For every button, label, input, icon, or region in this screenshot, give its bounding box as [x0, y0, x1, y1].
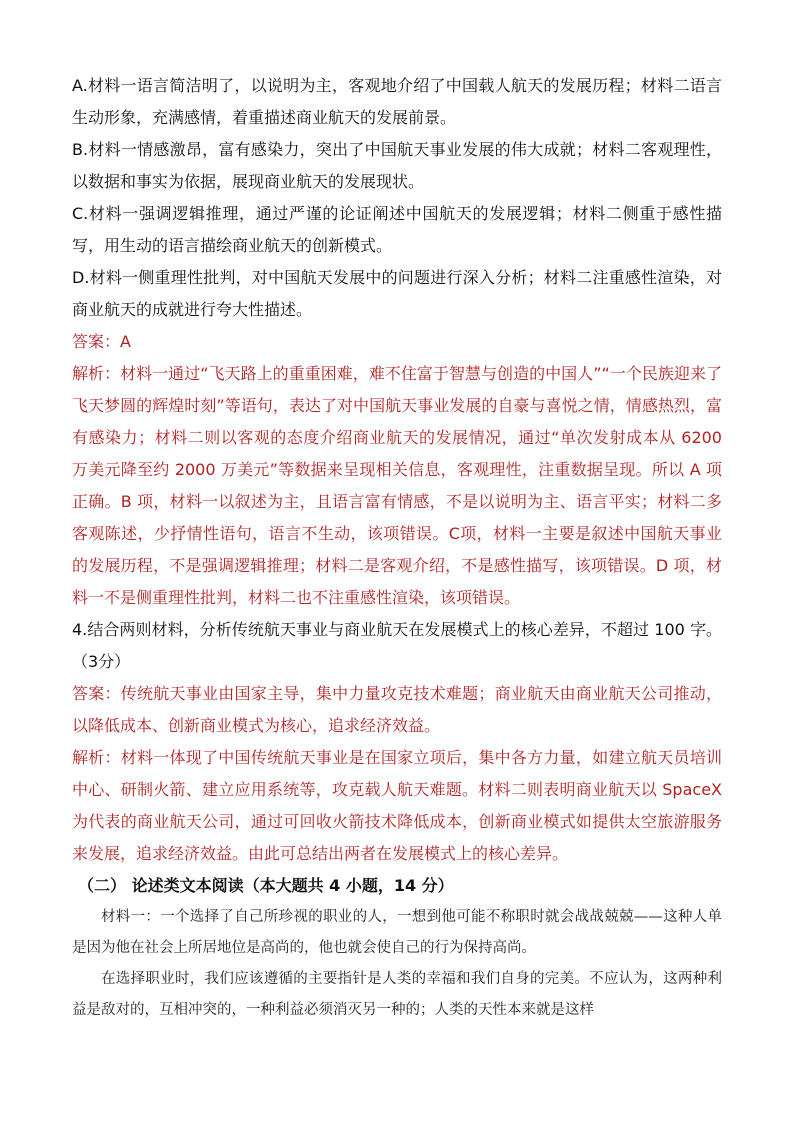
option-d: D.材料一侧重理性批判，对中国航天发展中的问题进行深入分析；材料二注重感性渲染，对商业航天的成就进行夸大性描述。: [72, 268, 722, 319]
section-title: （二） 论述类文本阅读（本大题共 4 小题，14 分）: [78, 876, 454, 895]
q4-question: 4.结合两则材料，分析传统航天事业与商业航天在发展模式上的核心差异，不超过 100 字。（3分）: [72, 620, 722, 671]
material-paragraph-2: 在选择职业时，我们应该遵循的主要指针是人类的幸福和我们自身的完美。不应认为，这两种利益是敌对的，互相冲突的，一种利益必须消灭另一种的；人类的天性本来就是这样: [72, 971, 722, 1018]
q3-answer: 答案：A: [72, 332, 131, 351]
q4-answer: 答案：传统航天事业由国家主导，集中力量攻克技术难题；商业航天由商业航天公司推动，以降低成本、创新商业模式为核心，追求经济效益。: [72, 684, 722, 735]
option-a: A.材料一语言简洁明了，以说明为主，客观地介绍了中国载人航天的发展历程；材料二语言生动形象，充满感情，着重描述商业航天的发展前景。: [72, 76, 722, 127]
document-page: [72, 70, 722, 1026]
material-paragraph-1: 材料一：一个选择了自己所珍视的职业的人，一想到他可能不称职时就会战战兢兢——这种人单是因为他在社会上所居地位是高尚的，他也就会使自己的行为保持高尚。: [72, 909, 722, 956]
q3-analysis: 解析：材料一通过“飞天路上的重重困难，难不住富于智慧与创造的中国人”“一个民族迎来了飞天梦圆的辉煌时刻”等语句，表达了对中国航天事业发展的自豪与喜悦之情，情感热烈，富有感染力；材料二则以客观的态度介绍商业航天的发展情况，通过“单次发射成本从 6200 万美元降至约 2000 万美元”等数据来呈现相关信息，客观理性，注重数据呈现。所以 A 项正确。B 项，材料一以叙述为主，且语言富有情感，不是以说明为主、语言平实；材料二多客观陈述，少抒情性语句，语言不生动，该项错误。C项，材料一主要是叙述中国航天事业的发展历程，不是强调逻辑推理；材料二是客观介绍，不是感性描写，该项错误。D 项，材料一不是侧重理性批判，材料二也不注重感性渲染，该项错误。: [72, 364, 722, 607]
option-b: B.材料一情感激昂，富有感染力，突出了中国航天事业发展的伟大成就；材料二客观理性，以数据和事实为依据，展现商业航天的发展现状。: [72, 140, 722, 191]
q4-analysis: 解析：材料一体现了中国传统航天事业是在国家立项后，集中各方力量，如建立航天员培训中心、研制火箭、建立应用系统等，攻克载人航天难题。材料二则表明商业航天以 SpaceX 为代表的商业航天公司，通过可回收火箭技术降低成本，创新商业模式如提供太空旅游服务来发展，追求经济效益。由此可总结出两者在发展模式上的核心差异。: [72, 748, 722, 863]
option-c: C.材料一强调逻辑推理，通过严谨的论证阐述中国航天的发展逻辑；材料二侧重于感性描写，用生动的语言描绘商业航天的创新模式。: [72, 204, 722, 255]
